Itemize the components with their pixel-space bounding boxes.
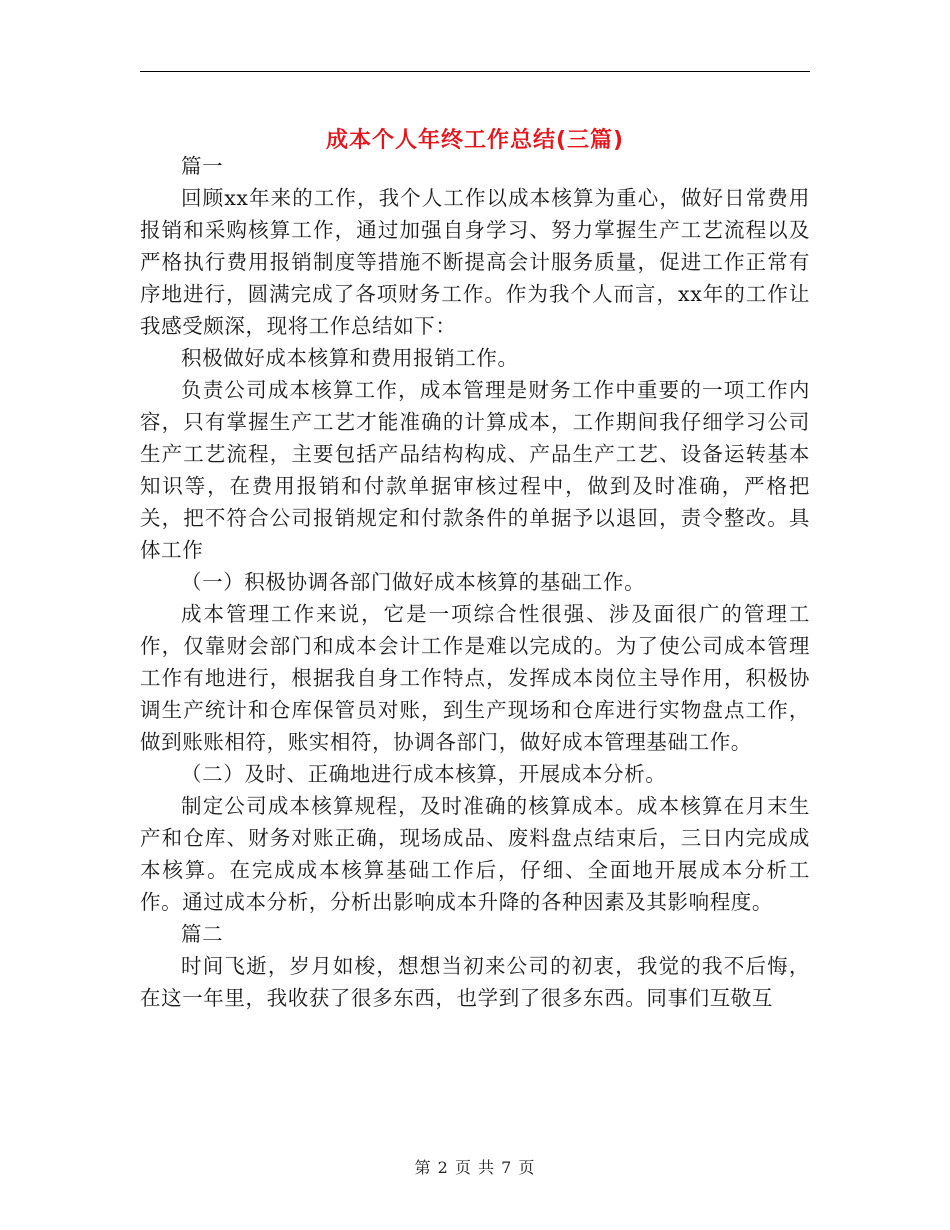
header-rule bbox=[140, 71, 810, 72]
body-paragraph: 回顾xx年来的工作，我个人工作以成本核算为重心，做好日常费用报销和采购核算工作，通过加强自身学习、努力掌握生产工艺流程以及严格执行费用报销制度等措施不断提高会计服务质量，促进工作正常有序地进行，圆满完成了各项财务工作。作为我个人而言，xx年的工作让我感受颇深，现将工作总结如下： bbox=[140, 186, 810, 338]
page-number: 第 2 页 共 7 页 bbox=[414, 1158, 536, 1177]
section-heading-1: 篇一 bbox=[181, 154, 224, 178]
section-heading-2: 篇二 bbox=[181, 922, 224, 946]
document-body bbox=[140, 150, 810, 1014]
subsection-heading: （一）积极协调各部门做好成本核算的基础工作。 bbox=[181, 570, 646, 594]
body-paragraph: 积极做好成本核算和费用报销工作。 bbox=[181, 346, 519, 370]
body-paragraph: 制定公司成本核算规程，及时准确的核算成本。成本核算在月末生产和仓库、财务对账正确，现场成品、废料盘点结束后，三日内完成成本核算。在完成成本核算基础工作后，仔细、全面地开展成本分析工作。通过成本分析，分析出影响成本升降的各种因素及其影响程度。 bbox=[140, 794, 810, 914]
subsection-heading: （二）及时、正确地进行成本核算，开展成本分析。 bbox=[181, 762, 667, 786]
body-paragraph: 负责公司成本核算工作，成本管理是财务工作中重要的一项工作内容，只有掌握生产工艺才能准确的计算成本，工作期间我仔细学习公司生产工艺流程，主要包括产品结构构成、产品生产工艺、设备运转基本知识等，在费用报销和付款单据审核过程中，做到及时准确，严格把关，把不符合公司报销规定和付款条件的单据予以退回，责令整改。具体工作 bbox=[140, 378, 810, 562]
body-paragraph: 时间飞逝，岁月如梭，想想当初来公司的初衷，我觉的我不后悔，在这一年里，我收获了很多东西，也学到了很多东西。同事们互敬互 bbox=[140, 954, 810, 1010]
body-paragraph: 成本管理工作来说，它是一项综合性很强、涉及面很广的管理工作，仅靠财会部门和成本会计工作是难以完成的。为了使公司成本管理工作有地进行，根据我自身工作特点，发挥成本岗位主导作用，积极协调生产统计和仓库保管员对账，到生产现场和仓库进行实物盘点工作，做到账账相符，账实相符，协调各部门，做好成本管理基础工作。 bbox=[140, 602, 810, 754]
document-title: 成本个人年终工作总结(三篇) bbox=[325, 127, 625, 153]
